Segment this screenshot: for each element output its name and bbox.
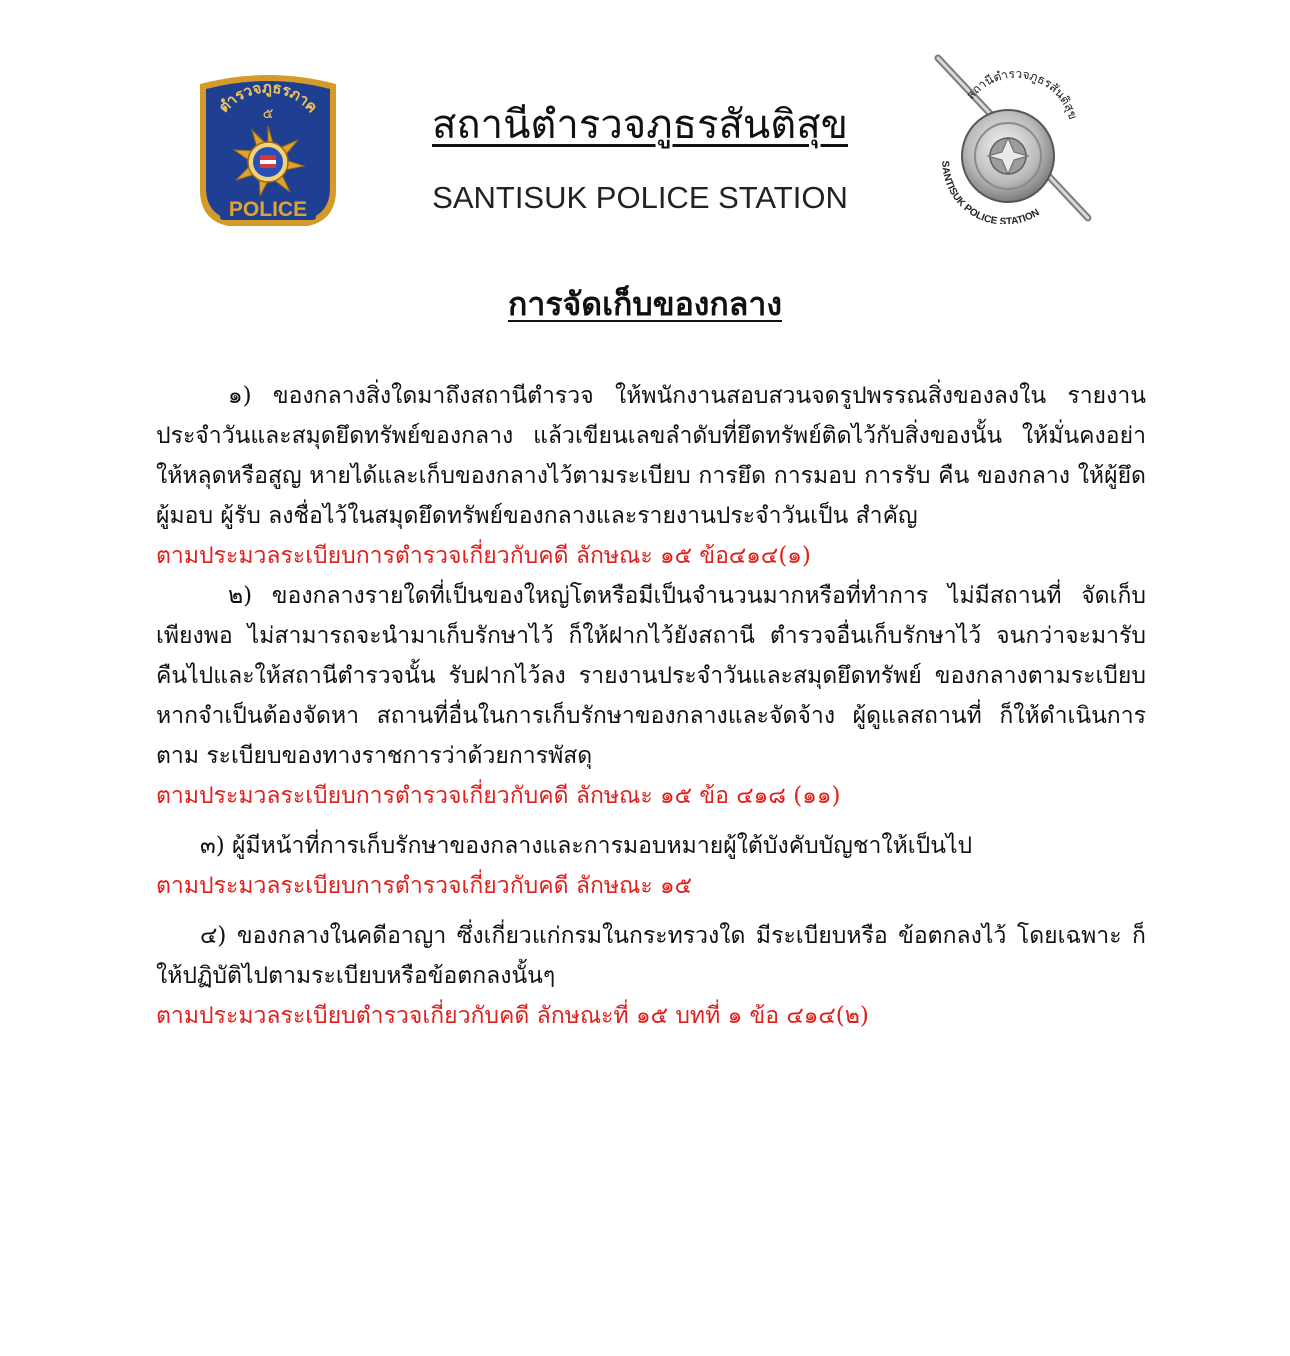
badge-arc-text: ตำรวจภูธรภาค: [215, 78, 322, 117]
seal-arc-text-english: SANTISUK POLICE STATION: [939, 160, 1042, 224]
section-1-reference: ตามประมวลระเบียบการตำรวจเกี่ยวกับคดี ลักษณะ ๑๕ ข้อ๔๑๔(๑): [156, 543, 811, 569]
seal-arc-text-thai: สถานีตำรวจภูธรสันติสุข: [963, 66, 1081, 122]
police-region-badge-logo: [190, 70, 346, 232]
document-title: การจัดเก็บของกลาง: [508, 285, 782, 323]
section-2-reference: ตามประมวลระเบียบการตำรวจเกี่ยวกับคดี ลักษณะ ๑๕ ข้อ ๔๑๘ (๑๑): [156, 783, 841, 809]
section-1-text: ๑) ของกลางสิ่งใดมาถึงสถานีตำรวจ ให้พนักงานสอบสวนจดรูปพรรณสิ่งของลงใน รายงานประจำวันและสมุดยึดทรัพย์ของกลาง แล้วเขียนเลขลำดับที่ยึดทรัพย์ติดไว้กับสิ่งของนั้น ให้มั่นคงอย่าให้หลุดหรือสูญ หายได้และเก็บของกลางไว้ตามระเบียบ การยึด การมอบ การรับ คืน ของกลาง ให้ผู้ยึดผู้มอบ ผู้รับ ลงชื่อไว้ในสมุดยึดทรัพย์ของกลางและรายงานประจำวันเป็น สำคัญ: [156, 383, 1146, 529]
section-4-reference: ตามประมวลระเบียบตำรวจเกี่ยวกับคดี ลักษณะที่ ๑๕ บทที่ ๑ ข้อ ๔๑๔(๒): [156, 1003, 869, 1029]
section-3-reference: ตามประมวลระเบียบการตำรวจเกี่ยวกับคดี ลักษณะ ๑๕: [156, 873, 693, 899]
section-4-text: ๔) ของกลางในคดีอาญา ซึ่งเกี่ยวแก่กรมในกระทรวงใด มีระเบียบหรือ ข้อตกลงไว้ โดยเฉพาะ ก็ให้ปฏิบัติไปตามระเบียบหรือข้อตกลงนั้นๆ: [156, 923, 1146, 989]
section-2-text: ๒) ของกลางรายใดที่เป็นของใหญ่โตหรือมีเป็นจำนวนมากหรือที่ทำการ ไม่มีสถานที่ จัดเก็บเพียงพอ ไม่สามารถจะนำมาเก็บรักษาไว้ ก็ให้ฝากไว้ยังสถานี ตำรวจอื่นเก็บรักษาไว้ จนกว่าจะมารับคืนไปและให้สถานีตำรวจนั้น รับฝากไว้ลง รายงานประจำวันและสมุดยึดทรัพย์ ของกลางตามระเบียบ หากจำเป็นต้องจัดหา สถานที่อื่นในการเก็บรักษาของกลางและจัดจ้าง ผู้ดูแลสถานที่ ก็ให้ดำเนินการตาม ระเบียบของทางราชการว่าด้วยการพัสดุ: [156, 583, 1146, 769]
station-name-thai: สถานีตำรวจภูธรสันติสุข: [431, 102, 848, 148]
station-seal-logo: [920, 52, 1096, 224]
station-name-english: SANTISUK POLICE STATION: [432, 180, 848, 215]
section-3-text: ๓) ผู้มีหน้าที่การเก็บรักษาของกลางและการมอบหมายผู้ใต้บังคับบัญชาให้เป็นไป: [200, 833, 973, 859]
badge-police-label: POLICE: [228, 198, 308, 221]
badge-region-number: ๕: [262, 106, 274, 122]
document-body: [156, 376, 1146, 1036]
